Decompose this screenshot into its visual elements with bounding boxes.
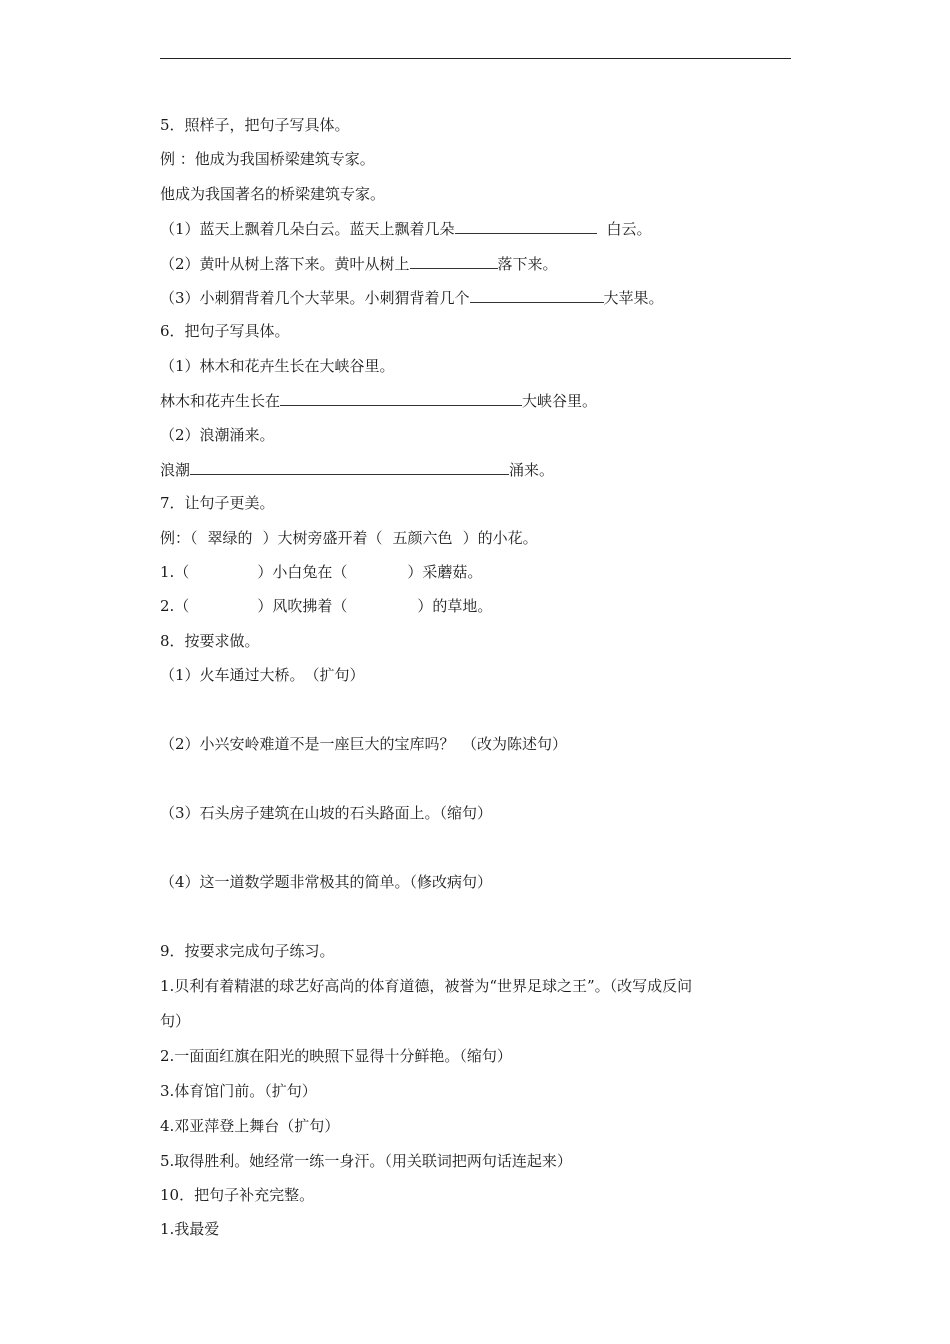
q7-title: 7．让句子更美。 [160, 494, 275, 512]
q8-title: 8．按要求做。 [160, 632, 260, 650]
q7-example-fill-1: 翠绿的 [207, 529, 253, 547]
q7-example-b: ）大树旁盛开着（ [262, 529, 383, 547]
q7-example [160, 528, 800, 548]
q6-item-2-answer [160, 459, 800, 480]
q9-item-4: 4.邓亚萍登上舞台（扩句） [160, 1117, 340, 1135]
q6-item-1-text-b: 大峡谷里。 [522, 392, 598, 410]
q7-example-a: 例：（ [160, 529, 198, 547]
q6-item-2-text-b: 涌来。 [509, 461, 555, 479]
q6-item-1-answer [160, 390, 800, 411]
q6-item-1-text-a: 林木和花卉生长在 [160, 392, 281, 410]
q6-item-2-blank[interactable] [190, 459, 509, 475]
q5-item-1-text-a: （1）蓝天上飘着几朵白云。蓝天上飘着几朵 [160, 220, 455, 238]
q10-title: 10．把句子补充完整。 [160, 1186, 315, 1204]
q5-item-2-text-b: 落下来。 [497, 255, 558, 273]
q7-item-1-text-a: 1.（ [160, 563, 190, 581]
q7-item-2-text-c: ）的草地。 [417, 597, 493, 615]
q5-example-a: 例 ：他成为我国桥梁建筑专家。 [160, 150, 375, 168]
q6-item-1: （1）林木和花卉生长在大峡谷里。 [160, 357, 395, 375]
q8-item-3: （3）石头房子建筑在山坡的石头路面上。（缩句） [160, 804, 493, 822]
q6-item-1-blank[interactable] [280, 390, 522, 406]
q6-title: 6．把句子写具体。 [160, 322, 290, 340]
q5-item-1-text-b: 白云。 [606, 220, 652, 238]
q8-item-4: （4）这一道数学题非常极其的简单。（修改病句） [160, 873, 493, 891]
header-rule [160, 58, 791, 59]
q5-title: 5．照样子，把句子写具体。 [160, 116, 350, 134]
q7-item-2-text-a: 2.（ [160, 597, 190, 615]
q9-item-5: 5.取得胜利。她经常一练一身汗。（用关联词把两句话连起来） [160, 1152, 572, 1170]
q7-item-2-text-b: ）风吹拂着（ [257, 597, 348, 615]
q9-item-2: 2.一面面红旗在阳光的映照下显得十分鲜艳。（缩句） [160, 1047, 512, 1065]
q7-example-fill-2: 五颜六色 [392, 529, 453, 547]
q5-item-2-text-a: （2）黄叶从树上落下来。黄叶从树上 [160, 255, 410, 273]
q7-item-2 [160, 596, 800, 616]
q8-item-2: （2）小兴安岭难道不是一座巨大的宝库吗？ （改为陈述句） [160, 735, 568, 753]
q5-item-3-text-b: 大苹果。 [603, 289, 664, 307]
q5-example-b: 他成为我国著名的桥梁建筑专家。 [160, 185, 386, 203]
q5-item-3-blank[interactable] [470, 287, 604, 303]
q5-item-1-blank[interactable] [455, 218, 597, 234]
q5-item-3 [160, 287, 800, 308]
q5-item-2-blank[interactable] [410, 253, 498, 269]
q7-example-c: ）的小花。 [462, 529, 538, 547]
q5-item-1 [160, 218, 800, 239]
q9-item-1-a: 1.贝利有着精湛的球艺好高尚的体育道德，被誉为“世界足球之王”。（改写成反问 [160, 977, 693, 995]
q5-item-2 [160, 253, 800, 274]
q7-item-1-text-b: ）小白兔在（ [257, 563, 348, 581]
q6-item-2: （2）浪潮涌来。 [160, 426, 275, 444]
q6-item-2-text-a: 浪潮 [160, 461, 191, 479]
q8-item-1: （1）火车通过大桥。 （扩句） [160, 666, 365, 684]
q5-item-3-text-a: （3）小刺猬背着几个大苹果。小刺猬背着几个 [160, 289, 470, 307]
q9-title: 9．按要求完成句子练习。 [160, 942, 335, 960]
q9-item-3: 3.体育馆门前。（扩句） [160, 1082, 317, 1100]
q7-item-1-text-c: ）采蘑菇。 [407, 563, 483, 581]
q9-item-1-b: 句） [160, 1012, 191, 1030]
q7-item-1 [160, 562, 800, 582]
q10-item-1: 1.我最爱 [160, 1220, 220, 1238]
